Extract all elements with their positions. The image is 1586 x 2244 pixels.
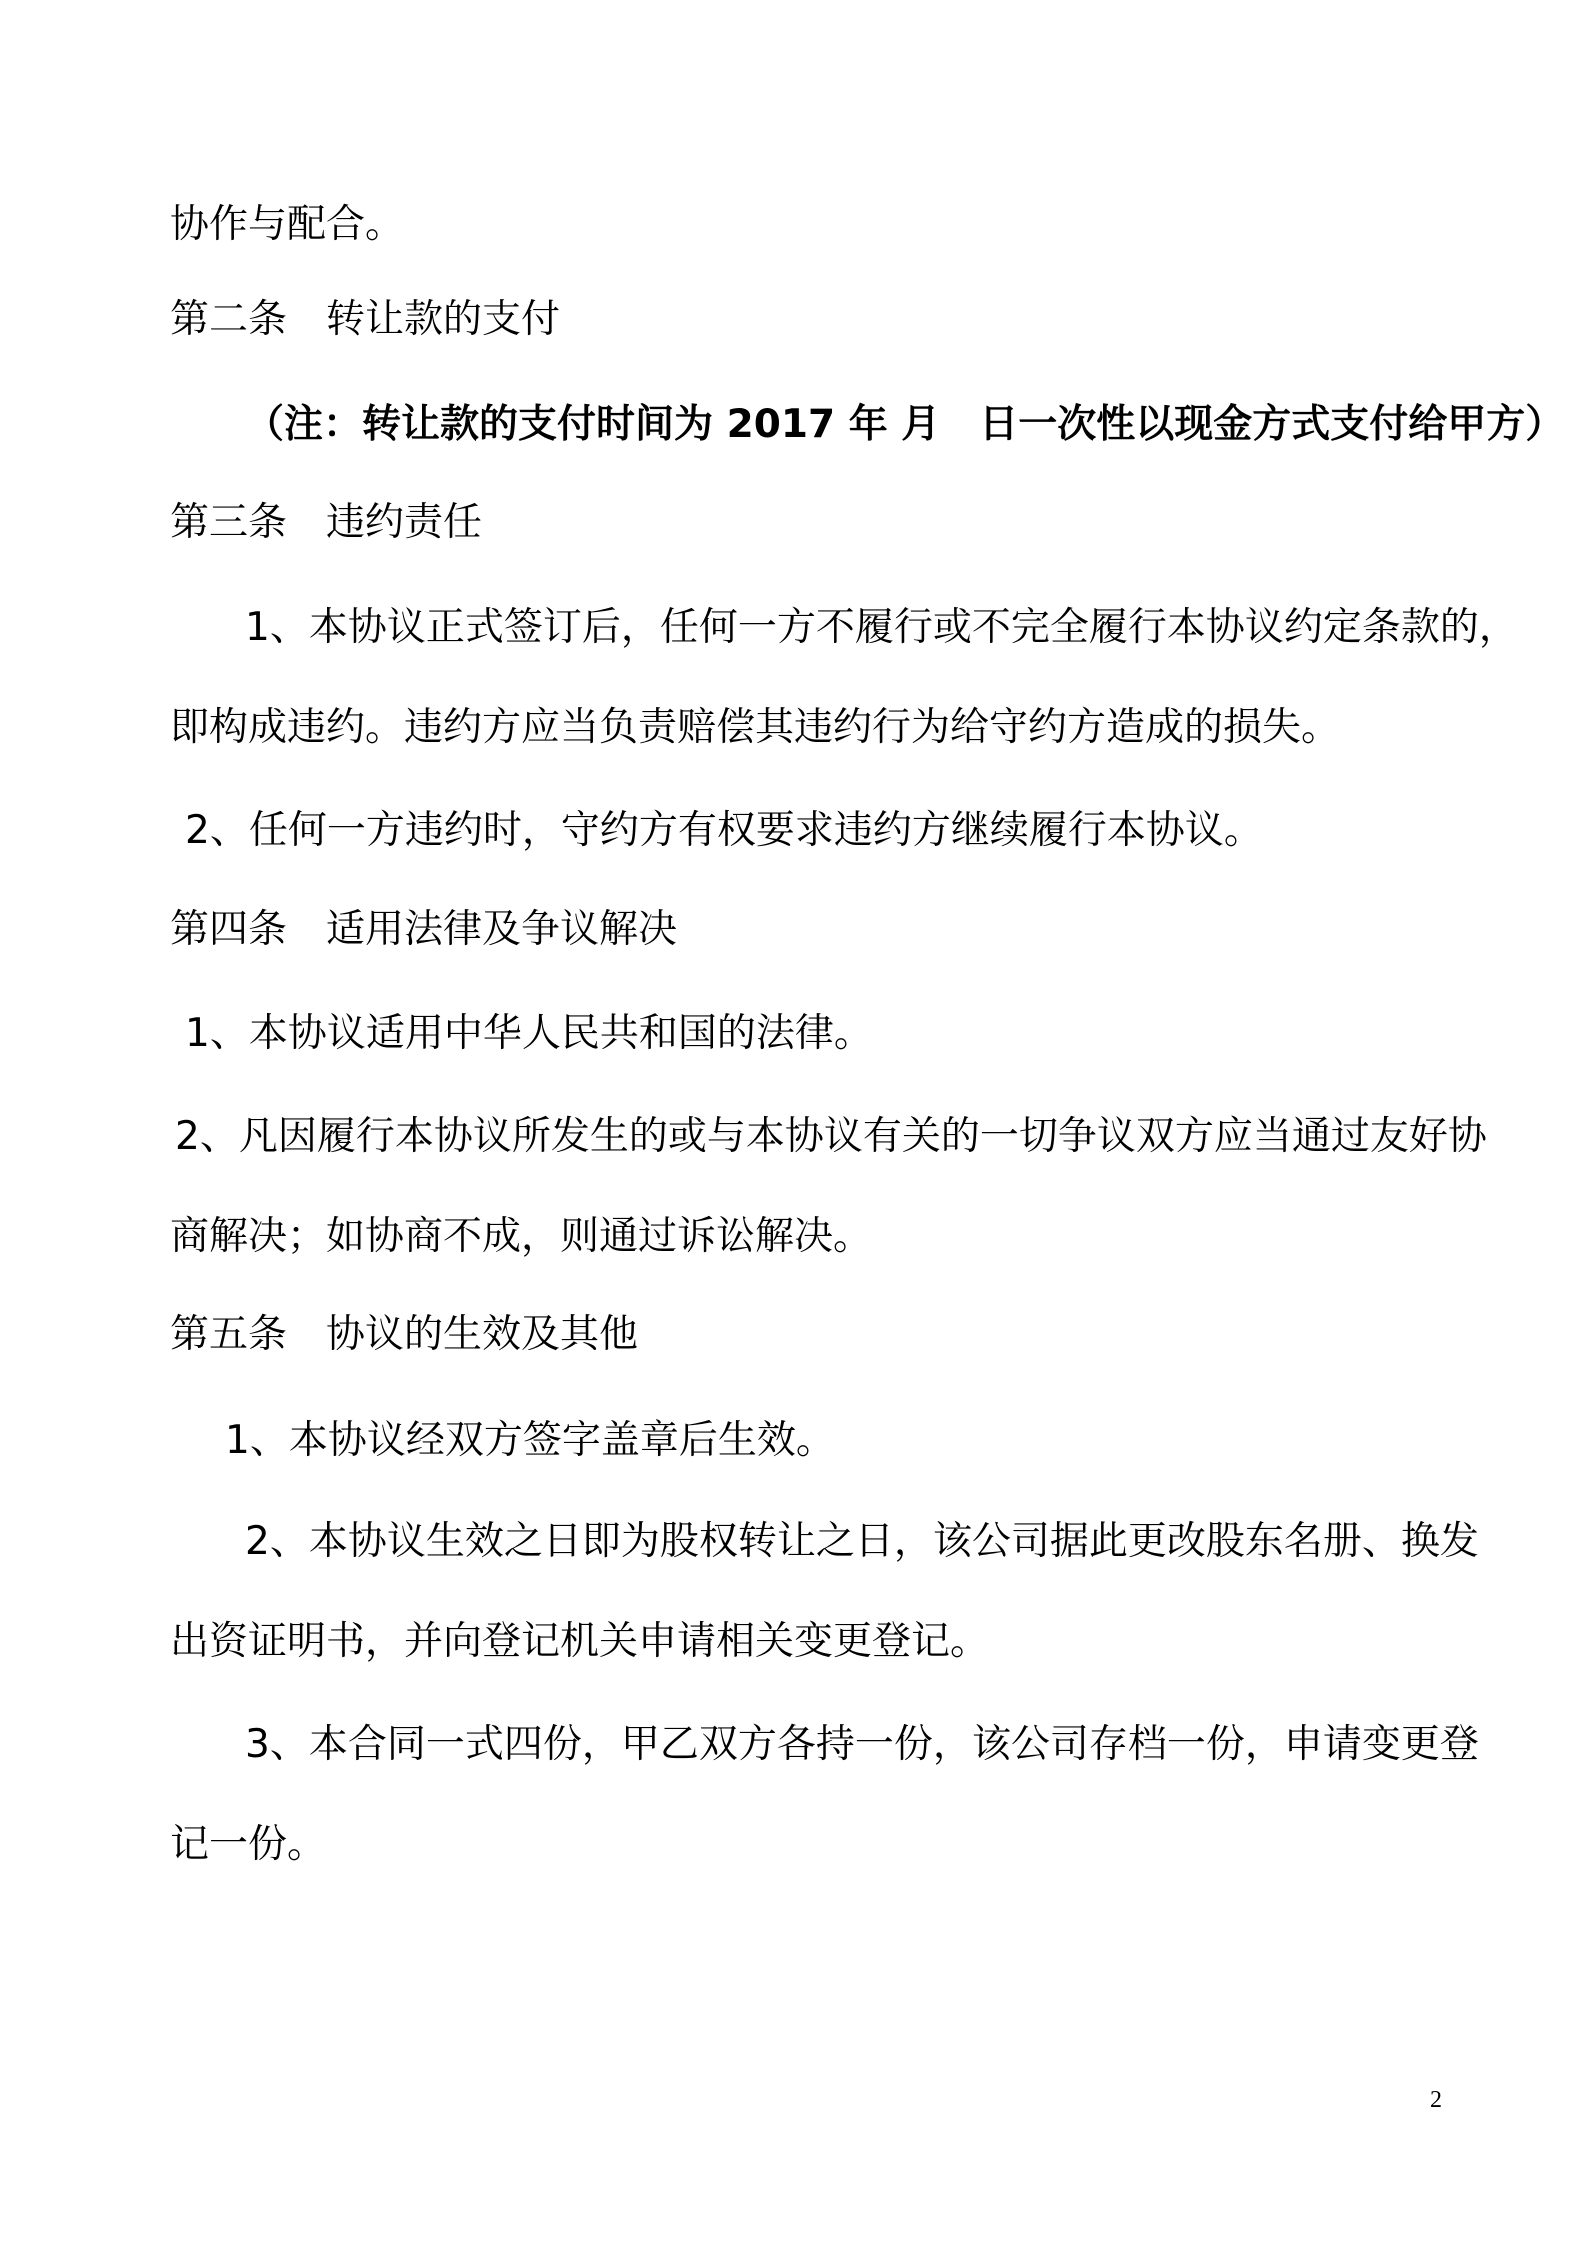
clause-3-1-continuation: 即构成违约。违约方应当负责赔偿其违约行为给守约方造成的损失。 <box>170 705 1341 750</box>
article-heading-5: 第五条 协议的生效及其他 <box>170 1312 639 1357</box>
clause-5-2-continuation: 出资证明书，并向登记机关申请相关变更登记。 <box>170 1619 990 1664</box>
page-number: 2 <box>1430 2087 1442 2113</box>
clause-3-1: 1、本协议正式签订后，任何一方不履行或不完全履行本协议约定条款的， <box>245 605 1518 650</box>
clause-4-1: 1、本协议适用中华人民共和国的法律。 <box>185 1011 873 1056</box>
article-heading-4: 第四条 适用法律及争议解决 <box>170 907 678 952</box>
clause-3-2: 2、任何一方违约时，守约方有权要求违约方继续履行本协议。 <box>185 808 1263 853</box>
clause-5-3: 3、本合同一式四份，甲乙双方各持一份，该公司存档一份，申请变更登 <box>245 1722 1479 1767</box>
clause-4-2: 2、凡因履行本协议所发生的或与本协议有关的一切争议双方应当通过友好协 <box>175 1114 1487 1159</box>
clause-5-1: 1、本协议经双方签字盖章后生效。 <box>225 1418 835 1463</box>
clause-5-2: 2、本协议生效之日即为股权转让之日，该公司据此更改股东名册、换发 <box>245 1519 1479 1564</box>
text-line-continuation: 协作与配合。 <box>170 202 405 247</box>
payment-note: （注：转让款的支付时间为 2017 年 月 日一次性以现金方式支付给甲方） <box>245 402 1565 447</box>
clause-4-2-continuation: 商解决；如协商不成，则通过诉讼解决。 <box>170 1214 873 1259</box>
clause-5-3-continuation: 记一份。 <box>170 1822 327 1867</box>
article-heading-2: 第二条 转让款的支付 <box>170 297 561 342</box>
article-heading-3: 第三条 违约责任 <box>170 500 483 545</box>
